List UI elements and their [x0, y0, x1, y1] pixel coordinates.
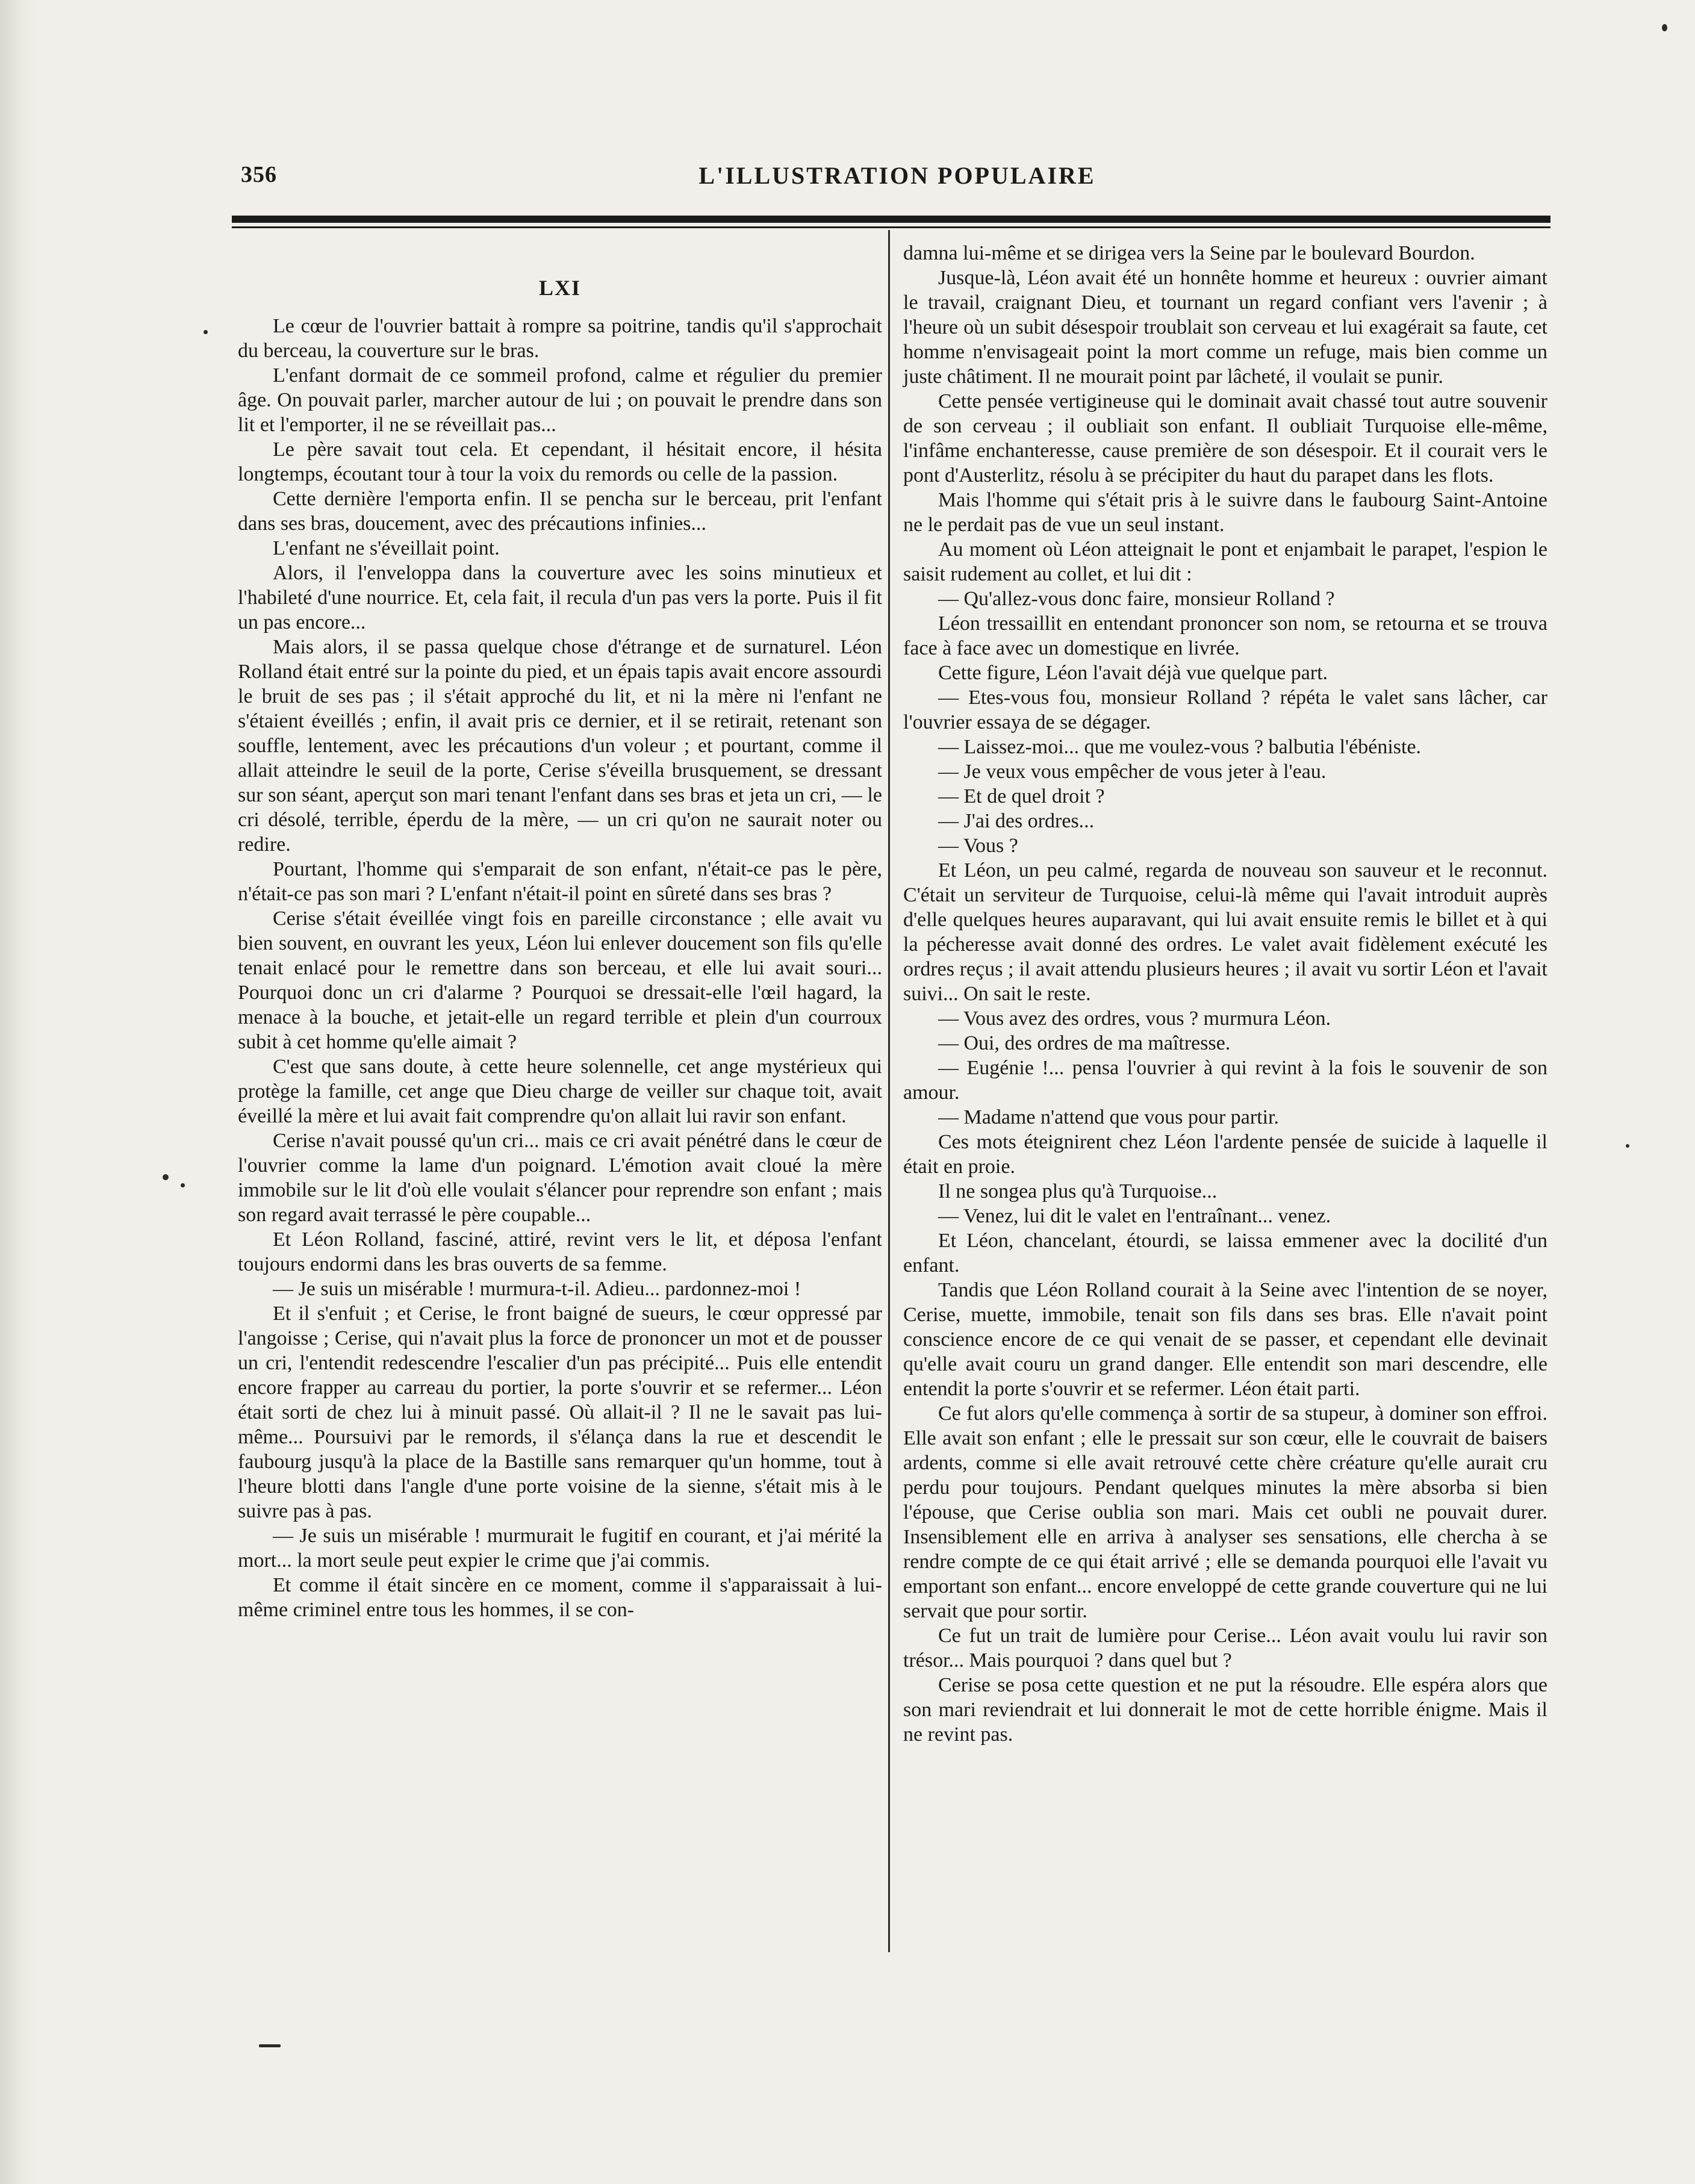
paragraph: Ce fut alors qu'elle commença à sortir de sa stupeur, à dominer son effroi. Elle avait son enfant ; elle le pressait sur son cœur, elle le couvrait de baisers ardents, comme si elle avait retrouvé cette chère créature qu'elle aurait cru perdu pour toujours. Pendant quelques minutes la mère absorba si bien l'épouse, que Cerise oublia son mari. Mais cet oubli ne pouvait durer. Insensiblement elle en arriva à analyser ses sensations, elle chercha à se rendre compte de ce qui était arrivé ; elle se demanda pourquoi elle l'avait vu emportant son enfant... encore enveloppé de cette grande couverture qui ne lui servait que pour sortir.: [903, 1402, 1547, 1622]
paragraph: C'est que sans doute, à cette heure solennelle, cet ange mystérieux qui protège la famille, cet ange que Dieu charge de veiller sur chaque toit, avait éveillé la mère et lui avait fait comprendre qu'on allait lui ravir son enfant.: [238, 1056, 882, 1127]
paragraph: — Madame n'attend que vous pour partir.: [938, 1106, 1280, 1128]
running-title: L'ILLUSTRATION POPULAIRE: [698, 162, 1096, 189]
paragraph: Alors, il l'enveloppa dans la couverture avec les soins minutieux et l'habileté d'une nourrice. Et, cela fait, il recula d'un pas vers la porte. Puis il fit un pas encore...: [238, 562, 882, 633]
header-rule-thick: [232, 216, 1550, 223]
paragraph: — J'ai des ordres...: [938, 810, 1095, 832]
paragraph: — Je suis un misérable ! murmura-t-il. Adieu... pardonnez-moi !: [273, 1278, 801, 1300]
right-column: [903, 241, 1547, 1747]
header-rule-thin: [232, 226, 1550, 228]
paragraph: — Laissez-moi... que me voulez-vous ? balbutia l'ébéniste.: [938, 736, 1422, 758]
paragraph: — Venez, lui dit le valet en l'entraînant... venez.: [938, 1205, 1331, 1227]
paragraph: Jusque-là, Léon avait été un honnête homme et heureux : ouvrier aimant le travail, craignant Dieu, et tournant un regard confiant vers l'avenir ; à l'heure où un subit désespoir troublait son cerveau et lui exagérait sa faute, cet homme n'envisageait point la mort comme un refuge, mais bien comme un juste châtiment. Il ne mourait point par lâcheté, il voulait se punir.: [903, 267, 1547, 388]
paragraph: L'enfant ne s'éveillait point.: [273, 537, 500, 559]
paragraph: Et il s'enfuit ; et Cerise, le front baigné de sueurs, le cœur oppressé par l'angoisse ; Cerise, qui n'avait plus la force de prononcer un mot et de pousser un cri, l'entendit redescendre l'escalier d'un pas précipité... Puis elle entendit encore frapper au carreau du portier, la porte s'ouvrir et se refermer... Léon était sorti de chez lui à minuit passé. Où allait-il ? Il ne le savait pas lui-même... Poursuivi par le remords, il s'élança dans la rue et descendit le faubourg jusqu'à la place de la Bastille sans remarquer qu'un homme, tout à l'heure blotti dans l'angle d'une porte voisine de la sienne, s'était mis à le suivre pas à pas.: [238, 1302, 882, 1522]
paragraph: Cette pensée vertigineuse qui le dominait avait chassé tout autre souvenir de son cerveau ; il oubliait son enfant. Il oubliait Turquoise elle-même, l'infâme enchanteresse, cause première de son désespoir. Et il courait vers le pont d'Austerlitz, résolu à se précipiter du haut du parapet dans les flots.: [903, 390, 1547, 487]
paragraph: Cette figure, Léon l'avait déjà vue quelque part.: [938, 662, 1328, 684]
paragraph: Cerise s'était éveillée vingt fois en pareille circonstance ; elle avait vu bien souvent, en ouvrant les yeux, Léon lui enlever doucement son fils qu'elle tenait enlacé pour le remettre dans son berceau, et elle lui avait souri... Pourquoi donc un cri d'alarme ? Pourquoi se dressait-elle l'œil hagard, la menace à la bouche, et jetait-elle un regard terrible et plein d'un courroux subit à cet homme qu'elle aimait ?: [238, 907, 882, 1053]
paragraph: Et Léon, un peu calmé, regarda de nouveau son sauveur et le reconnut. C'était un serviteur de Turquoise, celui-là même qui l'avait introduit auprès d'elle quelques heures auparavant, qui lui avait ensuite remis le billet et à qui la pécheresse avait donné des ordres. Le valet avait fidèlement exécuté les ordres reçus ; il avait attendu plusieurs heures ; il avait vu sortir Léon et l'avait suivi... On sait le reste.: [903, 859, 1547, 1005]
scan-speck: [181, 1183, 185, 1187]
paragraph: — Vous ?: [938, 835, 1018, 857]
scan-edge-shadow: [0, 0, 36, 2184]
paragraph: Léon tressaillit en entendant prononcer son nom, se retourna et se trouva face à face avec un domestique en livrée.: [903, 612, 1547, 659]
paragraph: Et Léon, chancelant, étourdi, se laissa emmener avec la docilité d'un enfant.: [903, 1230, 1547, 1277]
paragraph: Cerise n'avait poussé qu'un cri... mais ce cri avait pénétré dans le cœur de l'ouvrier comme la lame d'un poignard. L'émotion avait cloué la mère immobile sur le lit d'où elle voulait s'élancer pour reprendre son enfant ; mais son regard avait terrassé le père coupable...: [238, 1130, 882, 1226]
paragraph: Et Léon Rolland, fasciné, attiré, revint vers le lit, et déposa l'enfant toujours endormi dans les bras ouverts de sa femme.: [238, 1228, 882, 1275]
scan-speck: [163, 1174, 169, 1180]
paragraph: Tandis que Léon Rolland courait à la Seine avec l'intention de se noyer, Cerise, muette, immobile, tenait son fils dans ses bras. Elle n'avait point conscience encore de ce qui venait de se passer, et cependant elle devinait qu'elle avait couru un grand danger. Elle entendit son mari descendre, elle entendit la porte s'ouvrir et se refermer. Léon était parti.: [903, 1279, 1547, 1400]
paragraph: — Vous avez des ordres, vous ? murmura Léon.: [938, 1007, 1331, 1030]
paragraph: Mais l'homme qui s'était pris à le suivre dans le faubourg Saint-Antoine ne le perdait pas de vue un seul instant.: [903, 489, 1547, 536]
paragraph: — Oui, des ordres de ma maîtresse.: [938, 1032, 1231, 1054]
paragraph: L'enfant dormait de ce sommeil profond, calme et régulier du premier âge. On pouvait parler, marcher autour de lui ; on pouvait le prendre dans son lit et l'emporter, il ne se réveillait pas...: [238, 364, 882, 436]
scan-speck: [1626, 1144, 1629, 1148]
paragraph: Mais alors, il se passa quelque chose d'étrange et de surnaturel. Léon Rolland était entré sur la pointe du pied, et un épais tapis avait encore assourdi le bruit de ses pas ; il s'était approché du lit, et ni la mère ni l'enfant ne s'étaient éveillés ; enfin, il avait pris ce dernier, et il se retirait, retenant son souffle, lentement, avec les précautions d'un voleur ; et pourtant, comme il allait atteindre le seuil de la porte, Cerise s'éveilla brusquement, se dressant sur son séant, aperçut son mari tenant l'enfant dans ses bras et jeta un cri, — le cri désolé, terrible, éperdu de la mère, — un cri qu'on ne saurait noter ou redire.: [238, 636, 882, 856]
paragraph-continuation: damna lui-même et se dirigea vers la Seine par le boulevard Bourdon.: [903, 242, 1475, 264]
column-divider: [888, 230, 890, 1952]
chapter-heading: LXI: [538, 276, 582, 300]
left-column: [238, 241, 882, 1622]
paragraph: Pourtant, l'homme qui s'emparait de son enfant, n'était-ce pas le père, n'était-ce pas son mari ? L'enfant n'était-il point en sûreté dans ses bras ?: [238, 858, 882, 905]
paragraph: Cerise se posa cette question et ne put la résoudre. Elle espéra alors que son mari reviendrait et lui donnerait le mot de cette horrible énigme. Mais il ne revint pas.: [903, 1674, 1547, 1746]
paragraph: Et comme il était sincère en ce moment, comme il s'apparaissait à lui-même criminel entre tous les hommes, il se con-: [238, 1574, 882, 1621]
paragraph: — Je veux vous empêcher de vous jeter à l'eau.: [938, 761, 1326, 783]
scan-speck: [204, 330, 208, 334]
paragraph: Ce fut un trait de lumière pour Cerise... Léon avait voulu lui ravir son trésor... Mais pourquoi ? dans quel but ?: [903, 1625, 1547, 1672]
paragraph: Le père savait tout cela. Et cependant, il hésitait encore, il hésita longtemps, écoutant tour à tour la voix du remords ou celle de la passion.: [238, 438, 882, 485]
paragraph: — Qu'allez-vous donc faire, monsieur Rolland ?: [938, 588, 1335, 610]
paragraph: — Je suis un misérable ! murmurait le fugitif en courant, et j'ai mérité la mort... la mort seule peut expier le crime que j'ai commis.: [238, 1525, 882, 1572]
scan-speck: [1662, 24, 1667, 31]
paragraph: Ces mots éteignirent chez Léon l'ardente pensée de suicide à laquelle il était en proie.: [903, 1131, 1547, 1178]
page-number: 356: [241, 162, 277, 187]
paragraph: Au moment où Léon atteignait le pont et enjambait le parapet, l'espion le saisit rudement au collet, et lui dit :: [903, 538, 1547, 585]
paragraph: Il ne songea plus qu'à Turquoise...: [938, 1180, 1218, 1202]
paragraph: — Et de quel droit ?: [938, 785, 1105, 807]
scan-speck: [259, 2044, 281, 2047]
page-header: [241, 161, 1553, 198]
paragraph: — Eugénie !... pensa l'ouvrier à qui revint à la fois le souvenir de son amour.: [903, 1057, 1547, 1104]
paragraph: Le cœur de l'ouvrier battait à rompre sa poitrine, tandis qu'il s'approchait du berceau, la couverture sur le bras.: [238, 315, 882, 362]
paragraph: Cette dernière l'emporta enfin. Il se pencha sur le berceau, prit l'enfant dans ses bras, doucement, avec des précautions infinies...: [238, 488, 882, 535]
paragraph: — Etes-vous fou, monsieur Rolland ? répéta le valet sans lâcher, car l'ouvrier essaya de se dégager.: [903, 686, 1547, 733]
